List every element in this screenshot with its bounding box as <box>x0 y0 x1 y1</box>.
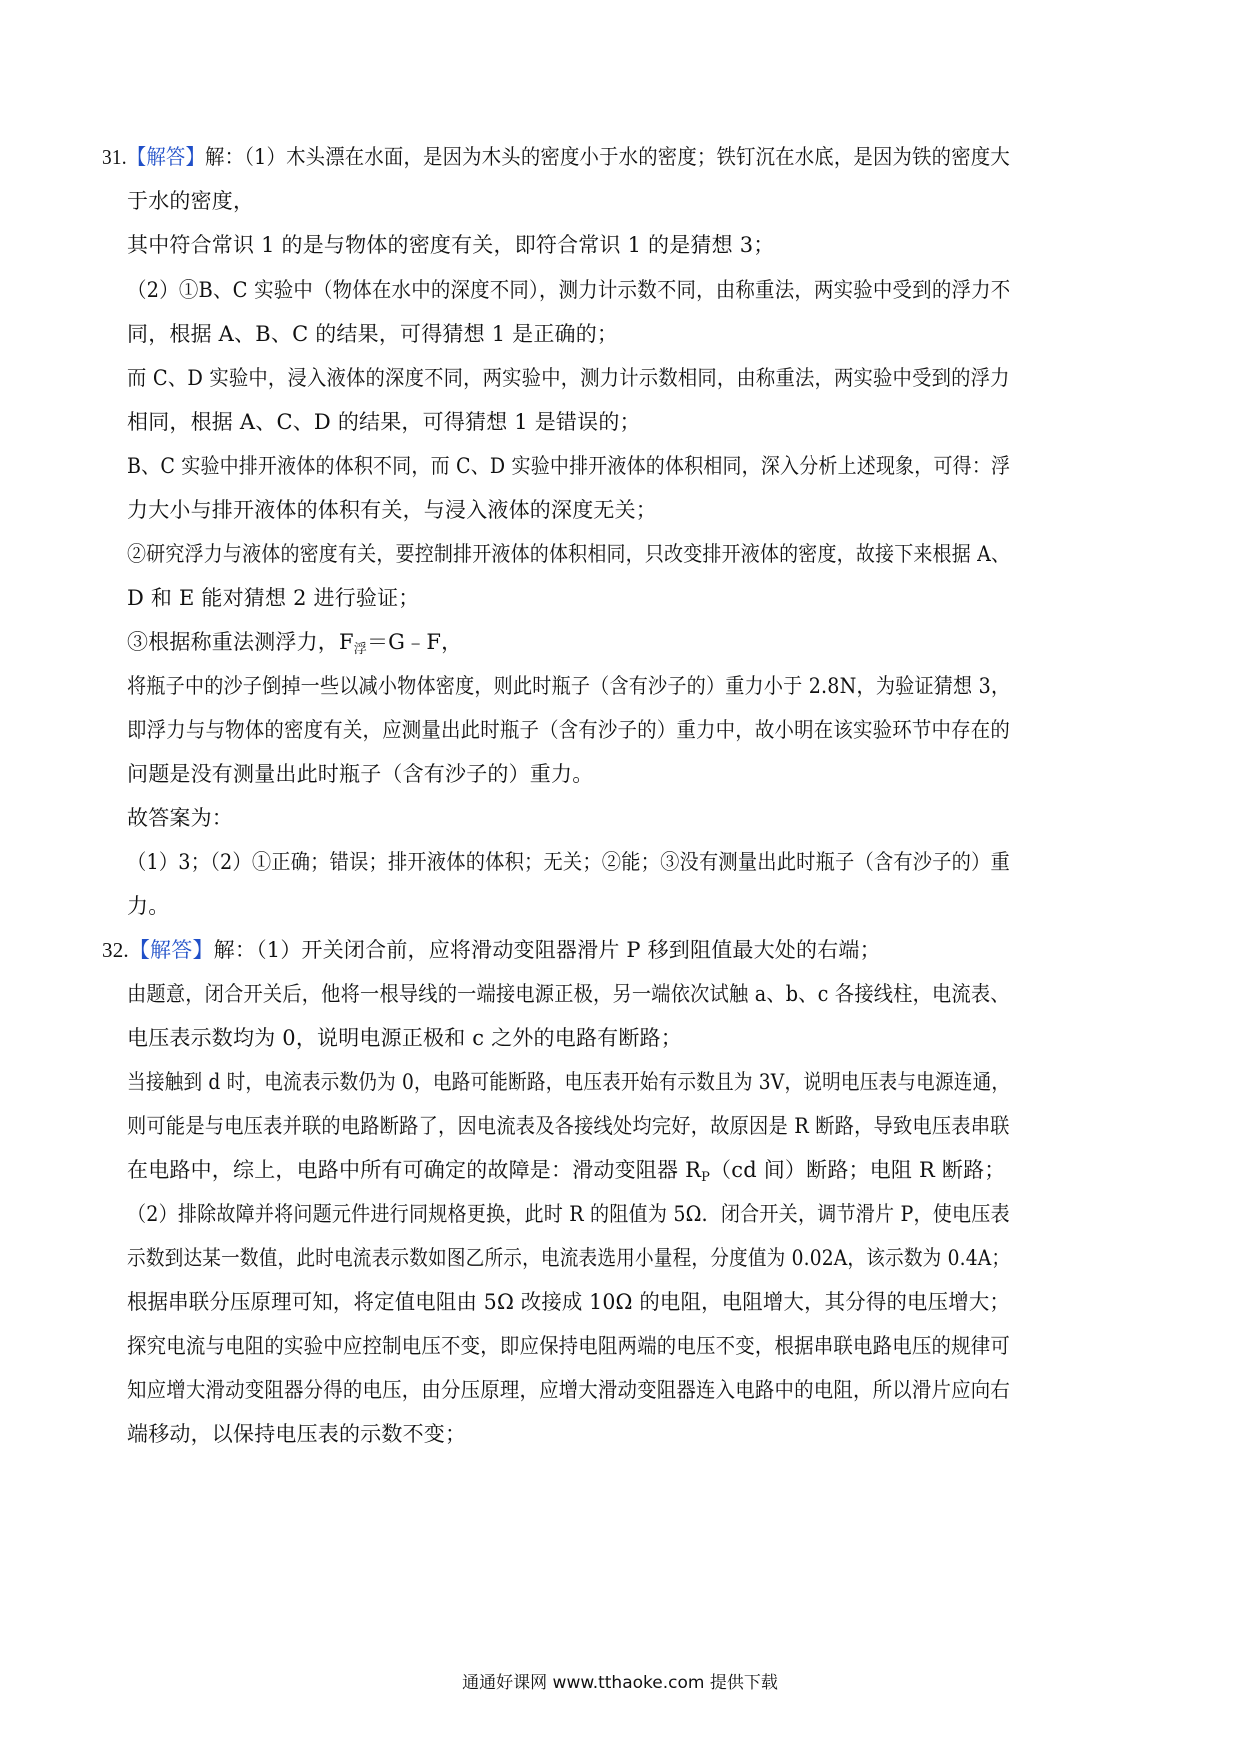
q31-line-9: 力大小与排开液体的体积有关，与浸入液体的深度无关； <box>127 498 657 522</box>
q32-line-1: 32.【解答】解：（1）开关闭合前，应将滑动变阻器滑片 P 移到阻值最大处的右端； <box>102 938 881 962</box>
q31-line-7: 相同，根据 A、C、D 的结果，可得猜想 1 是错误的； <box>127 410 641 434</box>
q32-line-9: 根据串联分压原理可知，将定值电阻由 5Ω 改接成 10Ω 的电阻，电阻增大，其分得的电压增大； <box>127 1290 1011 1314</box>
q31-line-6: 而 C、D 实验中，浸入液体的深度不同，两实验中，测力计示数相同，由称重法，两实验中受到的浮力 <box>127 366 1010 390</box>
q31-line-12: ③根据称重法测浮力，$F_浮=G﹣F$， <box>127 630 463 657</box>
q31-line-2: 于水的密度， <box>127 189 255 213</box>
rheostat-subscript: P <box>701 1170 711 1185</box>
q31-line-16: 故答案为： <box>127 806 233 830</box>
q31-line-1: 31.【解答】解：（1）木头漂在水面，是因为木头的密度小于水的密度；铁钉沉在水底，是因为铁的密度大 <box>102 145 1010 169</box>
q31-line-13: 将瓶子中的沙子倒掉一些以减小物体密度，则此时瓶子（含有沙子的）重力小于 2.8N，为验证猜想 3， <box>127 674 1011 698</box>
q32-line-7: （2）排除故障并将问题元件进行同规格更换，此时 R 的阻值为 5Ω．闭合开关，调节滑片 P，使电压表 <box>127 1202 1010 1226</box>
q31-line-15: 问题是没有测量出此时瓶子（含有沙子的）重力。 <box>127 762 594 786</box>
q32-answer-tag: 【解答】 <box>128 938 214 962</box>
q32-line-5: 则可能是与电压表并联的电路断路了，因电流表及各接线处均完好，故原因是 R 断路，导致电压表串联 <box>127 1114 1010 1138</box>
q31-line-4: （2）①B、C 实验中（物体在水中的深度不同），测力计示数不同，由称重法，两实验中受到的浮力不 <box>127 278 1011 302</box>
page-footer: 通通好课网 www.tthaoke.com 提供下载 <box>462 1673 778 1693</box>
q32-line-4: 当接触到 d 时，电流表示数仍为 0，电路可能断路，电压表开始有示数且为 3V，说明电压表与电源连通， <box>127 1070 1011 1094</box>
q31-line-5: 同，根据 A、B、C 的结果，可得猜想 1 是正确的； <box>127 322 619 346</box>
q31-answer-tag: 【解答】 <box>126 145 206 169</box>
q31-line-10: ②研究浮力与液体的密度有关，要控制排开液体的体积相同，只改变排开液体的密度，故接下来根据 A、 <box>127 542 1011 566</box>
q31-line-11: D 和 E 能对猜想 2 进行验证； <box>127 586 420 610</box>
q31-line-17: （1）3；（2）①正确；错误；排开液体的体积；无关；②能；③没有测量出此时瓶子（含有沙子的）重 <box>127 850 1010 874</box>
q32-line-3: 电压表示数均为 0，说明电源正极和 c 之外的电路有断路； <box>127 1026 682 1050</box>
q32-line-2: 由题意，闭合开关后，他将一根导线的一端接电源正极，另一端依次试触 a、b、c 各接线柱，电流表、 <box>127 982 1010 1006</box>
q32-line-8: 示数到达某一数值，此时电流表示数如图乙所示，电流表选用小量程，分度值为 0.02A，该示数为 0.4A； <box>127 1246 1011 1270</box>
q31-line-3: 其中符合常识 1 的是与物体的密度有关，即符合常识 1 的是猜想 3； <box>127 233 775 257</box>
q31-line-8: B、C 实验中排开液体的体积不同，而 C、D 实验中排开液体的体积相同，深入分析上述现象，可得：浮 <box>127 454 1011 478</box>
buoyancy-subscript: 浮 <box>353 642 367 657</box>
q32-line-10: 探究电流与电阻的实验中应控制电压不变，即应保持电阻两端的电压不变，根据串联电路电压的规律可 <box>127 1334 1010 1358</box>
q31-line-18: 力。 <box>127 894 170 918</box>
q32-line-6: 在电路中，综上，电路中所有可确定的故障是：滑动变阻器 $R_P(cd$ 间）断路；电阻 R 断路； <box>127 1158 1006 1185</box>
q31-number: 31. <box>102 145 127 169</box>
q32-number: 32. <box>102 938 129 962</box>
q31-line-14: 即浮力与与物体的密度有关，应测量出此时瓶子（含有沙子的）重力中，故小明在该实验环节中存在的 <box>127 718 1010 742</box>
q32-line-12: 端移动，以保持电压表的示数不变； <box>127 1422 467 1446</box>
q32-line-11: 知应增大滑动变阻器分得的电压，由分压原理，应增大滑动变阻器连入电路中的电阻，所以滑片应向右 <box>127 1378 1010 1402</box>
